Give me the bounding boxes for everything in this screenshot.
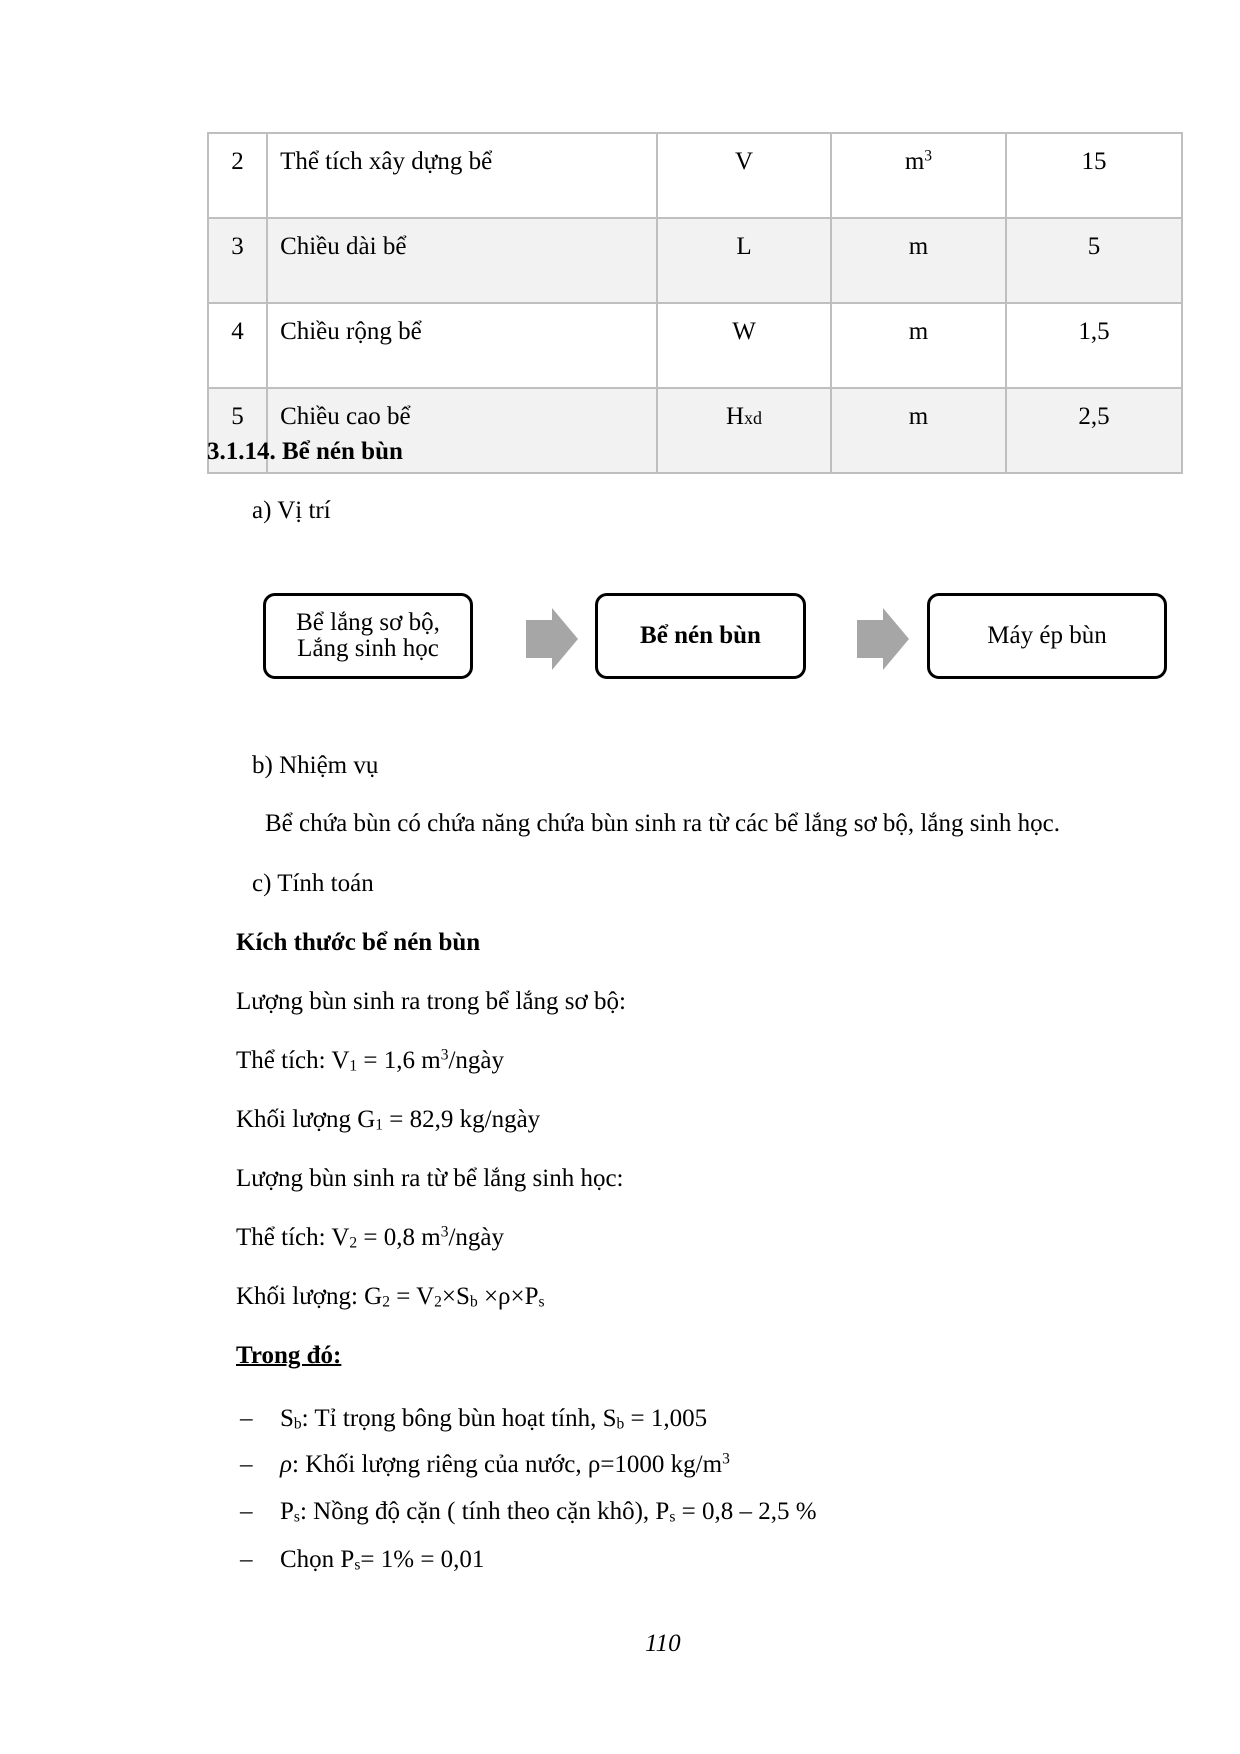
- subscript: s: [293, 1508, 300, 1526]
- subscript: 2: [434, 1293, 442, 1311]
- cell-no: 2: [208, 133, 267, 218]
- flow-box-line: Lắng sinh học: [297, 635, 439, 662]
- flow-box-line: Máy ép bùn: [987, 621, 1107, 649]
- cell-desc: Chiều dài bể: [267, 218, 657, 303]
- cell-desc: Thể tích xây dựng bể: [267, 133, 657, 218]
- subscript: s: [538, 1293, 545, 1311]
- symbol: H: [725, 403, 745, 430]
- arrow-right-icon: [857, 608, 909, 670]
- dimensions-table: [207, 132, 1183, 474]
- cell-unit: m: [831, 303, 1006, 388]
- text: /ngày: [448, 1047, 504, 1074]
- text: = 0,8 m: [357, 1224, 441, 1251]
- text: /ngày: [448, 1224, 504, 1251]
- cell-unit: [831, 133, 1006, 218]
- subscript: b: [293, 1415, 302, 1433]
- symbol: V: [734, 148, 754, 175]
- list-item: [240, 1451, 730, 1479]
- unit: m: [904, 148, 925, 175]
- flow-box-press: [927, 593, 1167, 679]
- cell-symbol: [657, 133, 831, 218]
- cell-symbol: L: [657, 218, 831, 303]
- cell-desc: Chiều cao bể: [267, 388, 657, 473]
- flow-box-thickener: [595, 593, 806, 679]
- text: Thể tích: V: [236, 1047, 350, 1074]
- text: = 1% = 0,01: [360, 1546, 485, 1573]
- text: = 1,6 m: [357, 1047, 441, 1074]
- cell-value: 15: [1006, 133, 1182, 218]
- cell-no: 5: [208, 388, 267, 473]
- task-paragraph: Bể chứa bùn có chứa năng chứa bùn sinh ra từ các bể lắng sơ bộ, lắng sinh học.: [265, 810, 1060, 837]
- cell-no: 3: [208, 218, 267, 303]
- text: ×S: [441, 1283, 470, 1310]
- cell-desc: Chiều rộng bể: [267, 303, 657, 388]
- text: = 1,005: [624, 1405, 708, 1432]
- superscript: 3: [440, 1046, 449, 1064]
- text: Thể tích: V: [236, 1224, 350, 1251]
- table-row: [208, 218, 1182, 303]
- table-row: [208, 303, 1182, 388]
- text: = 82,9 kg/ngày: [383, 1106, 541, 1133]
- text: ×ρ×P: [477, 1283, 539, 1310]
- subscript: 2: [349, 1234, 358, 1252]
- flow-box-source: [263, 593, 473, 679]
- list-item: [240, 1546, 484, 1574]
- text: ρ: [280, 1451, 292, 1478]
- dash-bullet-icon: –: [240, 1451, 253, 1478]
- text: : Tỉ trọng bông bùn hoạt tính, S: [301, 1405, 617, 1432]
- unit-exponent: 3: [924, 147, 933, 165]
- cell-symbol: W: [657, 303, 831, 388]
- calc-g2-formula: [236, 1283, 545, 1311]
- cell-unit: m: [831, 388, 1006, 473]
- cell-value: 2,5: [1006, 388, 1182, 473]
- subscript: b: [469, 1293, 478, 1311]
- where-label: Trong đó:: [236, 1342, 342, 1369]
- text: = V: [389, 1283, 435, 1310]
- calc-line: Lượng bùn sinh ra từ bể lắng sinh học:: [236, 1165, 624, 1192]
- symbol-subscript: xd: [744, 408, 763, 428]
- text: Chọn P: [280, 1546, 355, 1573]
- arrow-right-icon: [526, 608, 578, 670]
- table-row: [208, 133, 1182, 218]
- dash-bullet-icon: –: [240, 1405, 253, 1432]
- calc-subheading: Kích thước bể nén bùn: [236, 929, 481, 956]
- subscript: s: [669, 1508, 676, 1526]
- dash-bullet-icon: –: [240, 1498, 253, 1525]
- cell-symbol: [657, 388, 831, 473]
- text: : Nồng độ cặn ( tính theo cặn khô), P: [299, 1498, 670, 1525]
- cell-unit: m: [831, 218, 1006, 303]
- text: P: [280, 1498, 294, 1525]
- flow-box-line: Bể nén bùn: [640, 621, 761, 649]
- subscript: s: [354, 1556, 361, 1574]
- text: S: [280, 1405, 294, 1432]
- list-item: [240, 1405, 707, 1433]
- list-item: [240, 1498, 817, 1526]
- superscript: 3: [722, 1450, 730, 1468]
- calc-g1: [236, 1106, 540, 1134]
- text: Khối lượng G: [236, 1106, 376, 1133]
- dash-bullet-icon: –: [240, 1546, 253, 1573]
- superscript: 3: [440, 1223, 449, 1241]
- cell-value: 5: [1006, 218, 1182, 303]
- text: : Khối lượng riêng của nước, ρ=1000 kg/m: [292, 1451, 723, 1478]
- section-heading: 3.1.14. Bể nén bùn: [207, 438, 403, 465]
- calc-v1: [236, 1047, 504, 1075]
- text: = 0,8 – 2,5 %: [675, 1498, 817, 1525]
- text: Khối lượng: G: [236, 1283, 383, 1310]
- subsection-b-label: b) Nhiệm vụ: [252, 752, 379, 779]
- subscript: 1: [375, 1116, 384, 1134]
- subsection-a-label: a) Vị trí: [252, 497, 331, 524]
- page-number: 110: [645, 1630, 681, 1657]
- calc-line: Lượng bùn sinh ra trong bể lắng sơ bộ:: [236, 988, 626, 1015]
- flow-box-line: Bể lắng sơ bộ,: [296, 608, 440, 636]
- subsection-c-label: c) Tính toán: [252, 870, 374, 897]
- subscript: 1: [349, 1057, 358, 1075]
- cell-value: 1,5: [1006, 303, 1182, 388]
- calc-v2: [236, 1224, 504, 1252]
- subscript: b: [616, 1415, 625, 1433]
- cell-no: 4: [208, 303, 267, 388]
- subscript: 2: [382, 1293, 390, 1311]
